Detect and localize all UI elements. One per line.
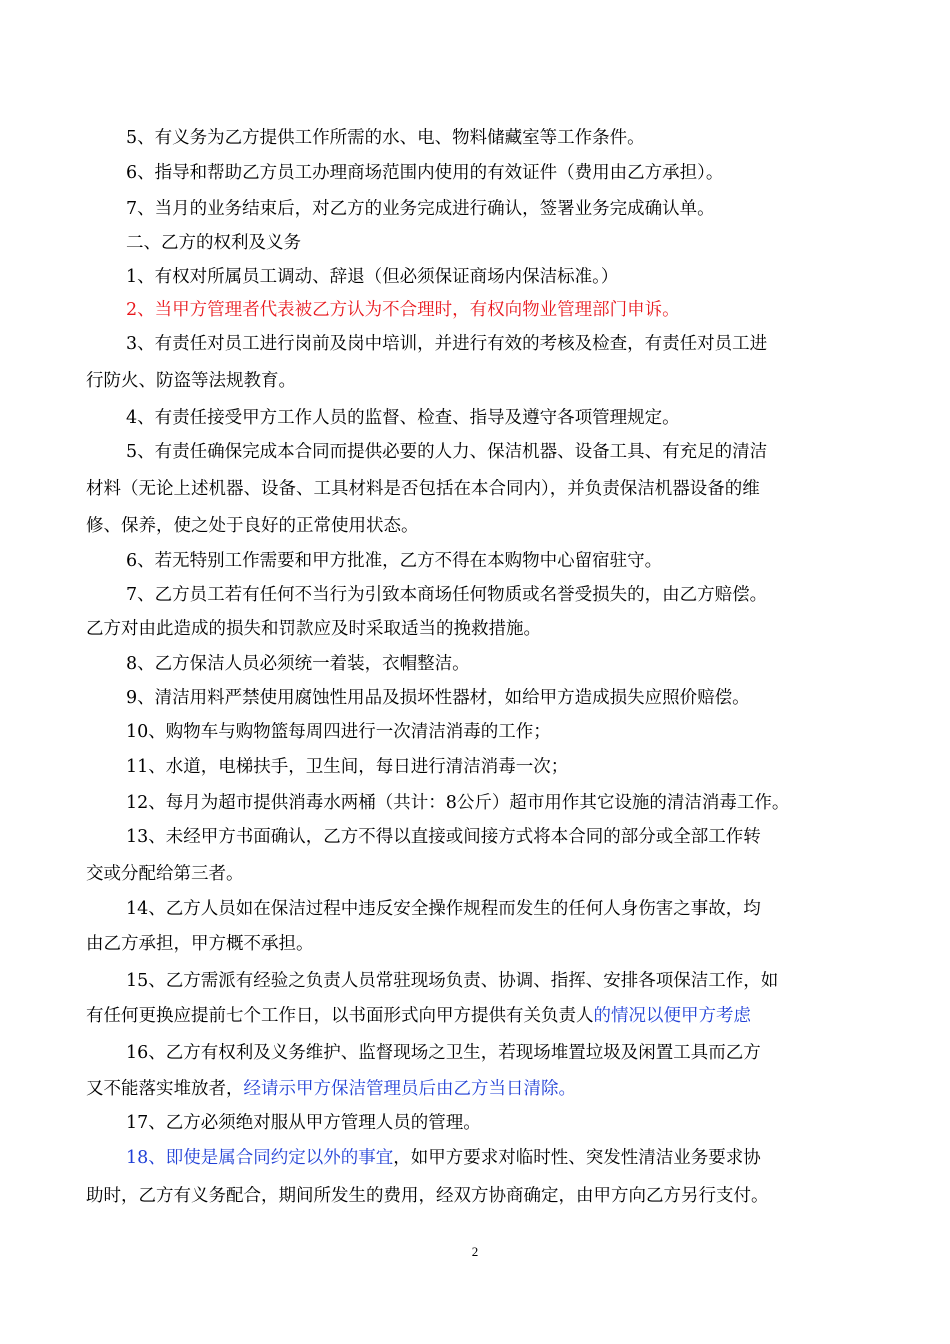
text-line [86,897,866,921]
text-line [86,686,866,710]
text-segment: 10、购物车与购物篮每周四进行一次清洁消毒的工作； [126,722,551,742]
text-segment: 18、即使是属合同约定以外的事宜 [126,1148,394,1168]
text-line [86,1184,826,1208]
text-segment: 又不能落实堆放者， [86,1079,244,1099]
text-line [86,369,826,393]
text-line [86,583,866,607]
text-segment: 乙方对由此造成的损失和罚款应及时采取适当的挽救措施。 [86,619,541,639]
text-line [86,755,866,779]
text-segment: 经请示甲方保洁管理员后由乙方当日清除。 [243,1079,576,1099]
text-segment: 的情况以便甲方考虑 [593,1006,751,1026]
text-segment: 由乙方承担，甲方概不承担。 [86,934,314,954]
text-line [86,440,866,464]
text-segment: 2、当甲方管理者代表被乙方认为不合理时，有权向物业管理部门申诉。 [126,300,680,320]
text-line [86,126,866,150]
text-line [86,617,826,641]
text-segment: ，如甲方要求对临时性、突发性清洁业务要求协 [393,1148,761,1168]
text-line [86,1004,826,1028]
text-segment: 修、保养，使之处于良好的正常使用状态。 [86,516,419,536]
text-segment: 助时，乙方有义务配合，期间所发生的费用，经双方协商确定，由甲方向乙方另行支付。 [86,1186,769,1206]
text-line [86,720,866,744]
text-segment: 15、乙方需派有经验之负责人员常驻现场负责、协调、指挥、安排各项保洁工作，如 [126,971,779,991]
text-line [86,969,866,993]
text-segment: 二、乙方的权利及义务 [126,233,301,253]
text-segment: 8、乙方保洁人员必须统一着装，衣帽整洁。 [126,654,470,674]
text-segment: 4、有责任接受甲方工作人员的监督、检查、指导及遵守各项管理规定。 [126,408,680,428]
text-segment: 7、乙方员工若有任何不当行为引致本商场任何物质或名誉受损失的，由乙方赔偿。 [126,585,768,605]
text-segment: 行防火、防盗等法规教育。 [86,371,296,391]
text-line [86,265,866,289]
text-line [86,231,866,255]
text-segment: 6、若无特别工作需要和甲方批准，乙方不得在本购物中心留宿驻守。 [126,551,663,571]
text-line [86,1041,866,1065]
text-segment: 5、有责任确保完成本合同而提供必要的人力、保洁机器、设备工具、有充足的清洁 [126,442,768,462]
text-line [86,477,826,501]
text-line [86,197,866,221]
text-segment: 5、有义务为乙方提供工作所需的水、电、物料储藏室等工作条件。 [126,128,645,148]
text-segment: 13、未经甲方书面确认，乙方不得以直接或间接方式将本合同的部分或全部工作转 [126,827,761,847]
text-line [86,1111,866,1135]
text-line [86,332,866,356]
text-segment: 1、有权对所属员工调动、辞退（但必须保证商场内保洁标准。） [126,267,619,287]
text-line [86,1146,866,1170]
text-segment: 17、乙方必须绝对服从甲方管理人员的管理。 [126,1113,481,1133]
text-segment: 3、有责任对员工进行岗前及岗中培训，并进行有效的考核及检查，有责任对员工进 [126,334,768,354]
text-line [86,161,866,185]
text-segment: 14、乙方人员如在保洁过程中违反安全操作规程而发生的任何人身伤害之事故，均 [126,899,761,919]
text-line [86,549,866,573]
text-line [86,932,826,956]
text-segment: 11、水道，电梯扶手，卫生间，每日进行清洁消毒一次； [126,757,569,777]
text-segment: 12、每月为超市提供消毒水两桶（共计：8公斤）超市用作其它设施的清洁消毒工作。 [126,793,790,813]
text-segment: 6、指导和帮助乙方员工办理商场范围内使用的有效证件（费用由乙方承担）。 [126,163,724,183]
text-line [86,298,866,322]
text-line [86,1077,826,1101]
text-line [86,652,866,676]
text-segment: 16、乙方有权利及义务维护、监督现场之卫生，若现场堆置垃圾及闲置工具而乙方 [126,1043,761,1063]
text-line [86,514,826,538]
text-line [86,406,866,430]
text-line [86,791,866,815]
text-segment: 材料（无论上述机器、设备、工具材料是否包括在本合同内），并负责保洁机器设备的维 [86,479,760,499]
text-segment: 有任何更换应提前七个工作日，以书面形式向甲方提供有关负责人 [86,1006,594,1026]
text-segment: 7、当月的业务结束后，对乙方的业务完成进行确认，签署业务完成确认单。 [126,199,715,219]
text-segment: 9、清洁用料严禁使用腐蚀性用品及损坏性器材，如给甲方造成损失应照价赔偿。 [126,688,750,708]
text-line [86,825,866,849]
text-line [86,862,826,886]
text-segment: 交或分配给第三者。 [86,864,244,884]
page-number: 2 [471,1244,479,1259]
